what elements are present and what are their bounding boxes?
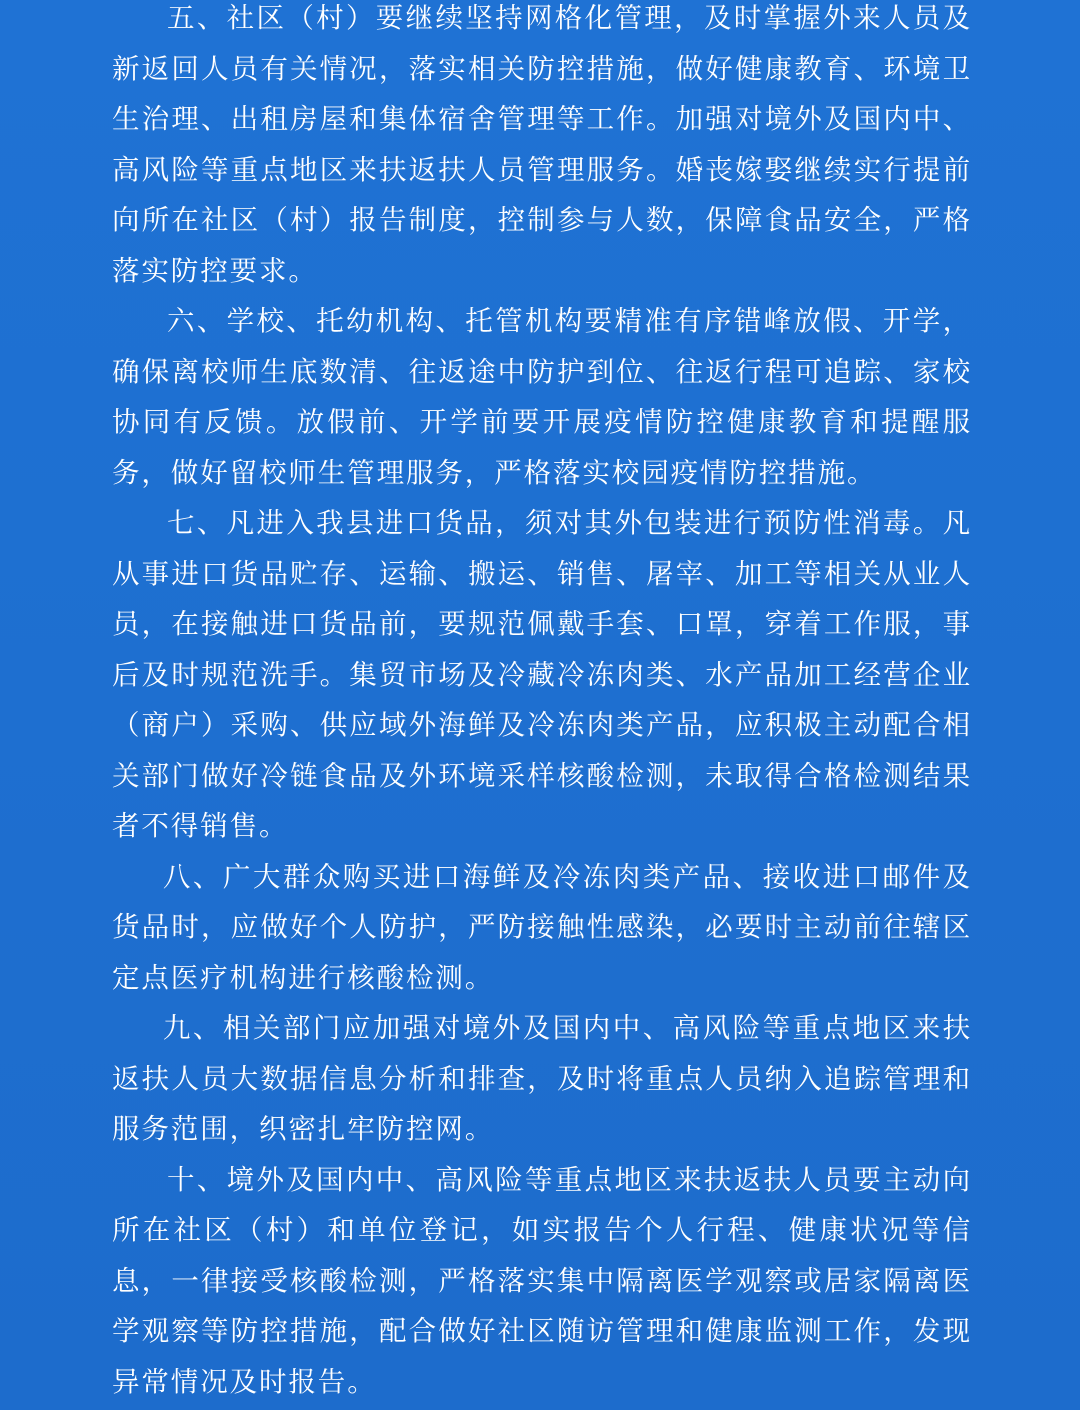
paragraph-item-9: 九、相关部门应加强对境外及国内中、高风险等重点地区来扶返扶人员大数据信息分析和排查，及时将重点人员纳入追踪管理和服务范围，织密扎牢防控网。	[112, 1012, 972, 1145]
paragraph-item-7: 七、凡进入我县进口货品，须对其外包装进行预防性消毒。凡从事进口货品贮存、运输、搬运、销售、屠宰、加工等相关从业人员，在接触进口货品前，要规范佩戴手套、口罩，穿着工作服，事后及时规范洗手。集贸市场及冷藏冷冻肉类、水产品加工经营企业（商户）采购、供应域外海鲜及冷冻肉类产品，应积极主动配合相关部门做好冷链食品及外环境采样核酸检测，未取得合格检测结果者不得销售。	[112, 507, 972, 842]
document-body	[112, 0, 972, 1407]
paragraph-item-5: 五、社区（村）要继续坚持网格化管理，及时掌握外来人员及新返回人员有关情况，落实相关防控措施，做好健康教育、环境卫生治理、出租房屋和集体宿舍管理等工作。加强对境外及国内中、高风险等重点地区来扶返扶人员管理服务。婚丧嫁娶继续实行提前向所在社区（村）报告制度，控制参与人数，保障食品安全，严格落实防控要求。	[112, 2, 972, 287]
paragraph-item-8: 八、广大群众购买进口海鲜及冷冻肉类产品、接收进口邮件及货品时，应做好个人防护，严防接触性感染，必要时主动前往辖区定点医疗机构进行核酸检测。	[112, 860, 972, 994]
paragraph-item-6: 六、学校、托幼机构、托管机构要精准有序错峰放假、开学，确保离校师生底数清、往返途中防护到位、往返行程可追踪、家校协同有反馈。放假前、开学前要开展疫情防控健康教育和提醒服务，做好留校师生管理服务，严格落实校园疫情防控措施。	[112, 305, 972, 489]
paragraph-item-10: 十、境外及国内中、高风险等重点地区来扶返扶人员要主动向所在社区（村）和单位登记，如实报告个人行程、健康状况等信息，一律接受核酸检测，严格落实集中隔离医学观察或居家隔离医学观察等防控措施，配合做好社区随访管理和健康监测工作，发现异常情况及时报告。	[112, 1163, 972, 1398]
